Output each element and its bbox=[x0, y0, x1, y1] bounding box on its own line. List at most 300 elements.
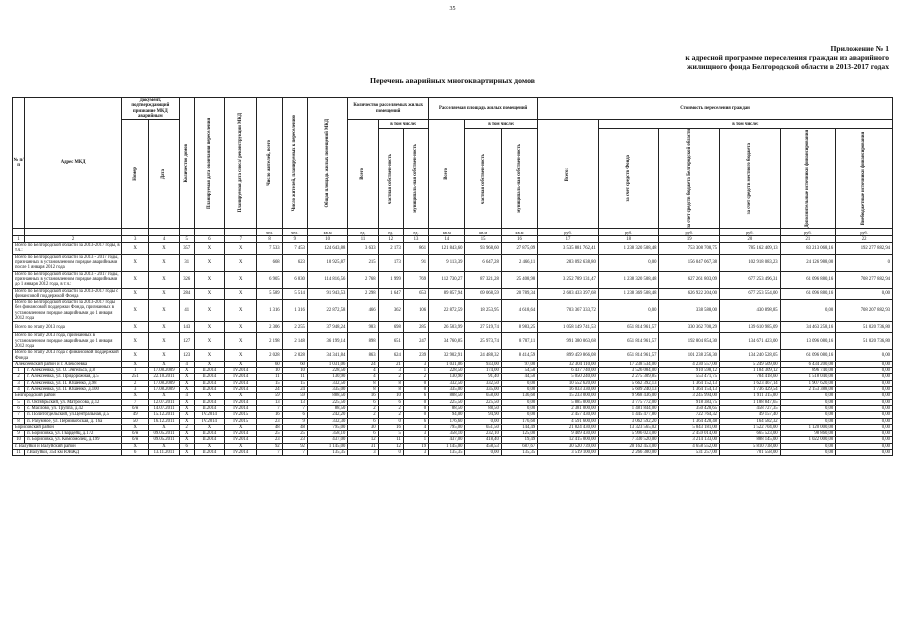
data-cell: 88,50 bbox=[307, 405, 347, 411]
data-cell: 0,00 bbox=[836, 449, 893, 455]
summary-cell: 0,00 bbox=[836, 288, 893, 300]
data-cell: 1 145,00 bbox=[429, 443, 465, 449]
data-cell: 164 582,32 bbox=[720, 418, 781, 424]
summary-cell: X bbox=[149, 350, 179, 362]
data-cell: 251 bbox=[122, 374, 149, 380]
data-cell: 23 bbox=[257, 437, 282, 443]
unit-cell: кв.м bbox=[465, 229, 501, 236]
data-cell: 2 275 309,85 bbox=[598, 374, 659, 380]
data-cell: 20 162 453,00 bbox=[598, 443, 659, 449]
data-cell: 6 434 200,00 bbox=[780, 361, 836, 367]
summary-cell: 861 bbox=[403, 243, 428, 255]
data-cell: 1 184 309,12 bbox=[720, 368, 781, 374]
col-houses-count-header: Количество домов bbox=[179, 98, 194, 229]
row-number: 4 bbox=[13, 387, 25, 393]
data-cell: 44,50 bbox=[501, 374, 537, 380]
data-cell: 651,50 bbox=[465, 424, 501, 430]
column-number-cell: 7 bbox=[225, 236, 257, 243]
data-cell: X bbox=[149, 393, 179, 399]
data-cell: 658,00 bbox=[465, 393, 501, 399]
data-cell: 92 bbox=[257, 443, 282, 449]
data-cell: 16.12.2011 bbox=[149, 418, 179, 424]
summary-cell: 703 367 333,72 bbox=[538, 300, 599, 322]
summary-cell: 121 843,60 bbox=[429, 243, 465, 255]
column-number-cell: 4 bbox=[149, 236, 179, 243]
data-cell: 8 bbox=[378, 387, 403, 393]
data-cell: 350 428,65 bbox=[659, 405, 720, 411]
house-address: г.Валуйки, 354 км ЮВЖД bbox=[25, 449, 122, 455]
data-cell: 6 bbox=[348, 418, 378, 424]
column-number-cell: 9 bbox=[282, 236, 307, 243]
summary-cell: 6 830 bbox=[282, 271, 307, 288]
data-cell: X bbox=[194, 361, 224, 367]
summary-cell: 769 bbox=[403, 271, 428, 288]
summary-cell: X bbox=[225, 300, 257, 322]
summary-cell: X bbox=[149, 271, 179, 288]
unit-cell: руб. bbox=[538, 229, 599, 236]
column-number-cell: 15 bbox=[465, 236, 501, 243]
data-cell: IV.2014 bbox=[225, 399, 257, 405]
unit-cell: кв.м bbox=[429, 229, 465, 236]
data-cell: 17.08.2009 bbox=[149, 368, 179, 374]
data-cell: 1 481 844,00 bbox=[598, 405, 659, 411]
summary-cell: 173 bbox=[378, 254, 403, 271]
data-cell: 5 bbox=[378, 431, 403, 437]
data-cell: X bbox=[179, 399, 194, 405]
house-row bbox=[13, 449, 893, 455]
summary-cell: 0,00 bbox=[598, 300, 659, 322]
summary-cell: 899 459 866,08 bbox=[538, 350, 599, 362]
summary-cell: X bbox=[194, 243, 224, 255]
data-cell: 0 bbox=[378, 449, 403, 455]
summary-cell: 2 298 bbox=[348, 288, 378, 300]
data-cell: 1 bbox=[403, 368, 428, 374]
data-cell: 0 bbox=[403, 405, 428, 411]
summary-cell: 24 126 988,00 bbox=[780, 254, 836, 271]
data-cell: 88,50 bbox=[429, 405, 465, 411]
data-cell: IV.2014 bbox=[225, 380, 257, 386]
summary-cell: 651 814 961,57 bbox=[598, 333, 659, 350]
summary-cell: 3 252 789 131,47 bbox=[538, 271, 599, 288]
data-cell: 0,00 bbox=[780, 449, 836, 455]
summary-cell: 357 bbox=[179, 243, 194, 255]
column-number-cell: 1 bbox=[13, 236, 25, 243]
data-cell: II.2014 bbox=[194, 437, 224, 443]
summary-cell: 5 514 bbox=[282, 288, 307, 300]
data-cell: 1 364 428,48 bbox=[659, 418, 720, 424]
summary-label: Всего по Белгородской области за 2013-2017 годы, в т.ч.: bbox=[13, 243, 122, 255]
data-cell: 2 459 014,00 bbox=[659, 431, 720, 437]
column-number-cell: 18 bbox=[598, 236, 659, 243]
data-cell: 16 bbox=[348, 393, 378, 399]
data-cell: 0 bbox=[378, 418, 403, 424]
data-cell: 10 bbox=[257, 368, 282, 374]
summary-cell: 89 857,94 bbox=[429, 288, 465, 300]
summary-row bbox=[13, 350, 893, 362]
data-cell: 13 bbox=[282, 399, 307, 405]
data-cell: 144,49 bbox=[501, 424, 537, 430]
column-number-cell: 21 bbox=[780, 236, 836, 243]
data-cell: 48 bbox=[257, 424, 282, 430]
unit-cell: ед. bbox=[348, 229, 378, 236]
data-cell: 418,40 bbox=[465, 437, 501, 443]
data-cell: IV.2014 bbox=[225, 405, 257, 411]
col-address-header: Адрес МКД bbox=[25, 98, 122, 229]
data-cell: 1 bbox=[403, 437, 428, 443]
data-cell: X bbox=[225, 393, 257, 399]
data-cell: 130,90 bbox=[307, 374, 347, 380]
summary-cell: 785 162 409,13 bbox=[720, 243, 781, 255]
summary-cell: X bbox=[122, 333, 149, 350]
unit-cell: чел. bbox=[257, 229, 282, 236]
data-cell: 5 609 240,13 bbox=[598, 387, 659, 393]
summary-cell: 2 028 bbox=[282, 350, 307, 362]
summary-cell: X bbox=[194, 271, 224, 288]
unit-cell: ед. bbox=[378, 229, 403, 236]
summary-cell: 708 207 882,93 bbox=[836, 300, 893, 322]
data-cell: 7 bbox=[257, 405, 282, 411]
data-cell: 0,00 bbox=[465, 449, 501, 455]
summary-cell: 20 789,34 bbox=[501, 288, 537, 300]
data-cell: 12 415 000,00 bbox=[538, 437, 599, 443]
data-cell: 21 bbox=[378, 361, 403, 367]
data-cell: 1 022 000,00 bbox=[780, 437, 836, 443]
appendix-line-3: жилищного фонда Белгородской области в 2013-2017 годах bbox=[687, 62, 889, 71]
document-title: Перечень аварийных многоквартирных домов bbox=[370, 76, 535, 85]
summary-cell: 2 466,11 bbox=[501, 254, 537, 271]
data-cell: 0,00 bbox=[780, 412, 836, 418]
data-cell: 225,50 bbox=[465, 399, 501, 405]
col-cost-local-header: за счет средств местного бюджета bbox=[720, 129, 781, 229]
data-cell: 1 bbox=[122, 368, 149, 374]
data-cell: X bbox=[122, 393, 149, 399]
data-cell: 2 bbox=[378, 412, 403, 418]
data-cell: б/н bbox=[122, 437, 149, 443]
data-cell: 3 519 100,00 bbox=[538, 449, 599, 455]
data-cell: 437,00 bbox=[429, 437, 465, 443]
summary-cell: 8 787,11 bbox=[501, 333, 537, 350]
summary-cell: 698 bbox=[378, 322, 403, 333]
summary-cell: 112 730,27 bbox=[429, 271, 465, 288]
data-cell: 458,53 bbox=[465, 443, 501, 449]
data-cell: 59 bbox=[282, 393, 307, 399]
summary-cell: 6 905 bbox=[257, 271, 282, 288]
data-cell: 0,00 bbox=[501, 405, 537, 411]
data-cell: 0 bbox=[403, 380, 428, 386]
data-cell: 7 bbox=[122, 399, 149, 405]
data-cell: X bbox=[149, 424, 179, 430]
data-cell: IV.2014 bbox=[225, 437, 257, 443]
summary-cell: 627 261 803,09 bbox=[659, 271, 720, 288]
summary-cell: 134 671 423,00 bbox=[720, 333, 781, 350]
data-cell: 2 153 388,00 bbox=[780, 387, 836, 393]
col-planned-demolish-header: Планируемая дата сноса/ реконструкции МКД bbox=[225, 98, 257, 229]
column-number-cell: 13 bbox=[403, 236, 428, 243]
unit-cell bbox=[194, 229, 224, 236]
summary-cell: 51 020 736,80 bbox=[836, 322, 893, 333]
data-cell: 0,00 bbox=[780, 443, 836, 449]
data-cell: 0,00 bbox=[836, 418, 893, 424]
summary-cell: X bbox=[194, 300, 224, 322]
column-number-cell: 3 bbox=[122, 236, 149, 243]
col-doc-num-header: Номер bbox=[122, 120, 149, 229]
data-cell: 0,00 bbox=[780, 399, 836, 405]
col-premises-incl-header: в том числе: bbox=[378, 120, 429, 129]
col-total-area-header: Общая площадь жилых помещений МКД bbox=[307, 98, 347, 229]
data-cell: 6 bbox=[378, 399, 403, 405]
summary-cell: X bbox=[194, 333, 224, 350]
data-cell: 458 727,35 bbox=[720, 405, 781, 411]
col-residents-move-header: Число жителей, планируемых к переселению bbox=[282, 98, 307, 229]
data-cell: 2 266 300,00 bbox=[598, 449, 659, 455]
data-cell: 10 bbox=[378, 393, 403, 399]
data-cell: 4 bbox=[403, 424, 428, 430]
district-label: Алексеевский район и г. Алексеевка bbox=[13, 361, 122, 367]
data-cell: 6 bbox=[282, 412, 307, 418]
summary-cell: 2 603 433 397,68 bbox=[538, 288, 599, 300]
col-premises-municipal-header: муниципаль-ная собствен-ность bbox=[403, 129, 428, 229]
data-cell: II.2014 bbox=[194, 405, 224, 411]
summary-cell: 0,00 bbox=[598, 254, 659, 271]
data-cell: 888 145,00 bbox=[720, 437, 781, 443]
data-cell: 8 bbox=[348, 387, 378, 393]
data-cell: 1 736 429,54 bbox=[720, 387, 781, 393]
summary-row bbox=[13, 271, 893, 288]
summary-cell: 34 341,84 bbox=[307, 350, 347, 362]
row-number: 3 bbox=[13, 380, 25, 386]
data-cell: 6 bbox=[179, 443, 194, 449]
summary-cell: 2 768 bbox=[348, 271, 378, 288]
district-label: Борисовский район bbox=[13, 424, 122, 430]
data-cell: 5 810 738,00 bbox=[720, 443, 781, 449]
data-cell: 5 885 000,00 bbox=[538, 399, 599, 405]
data-cell: 12 bbox=[348, 437, 378, 443]
data-cell: 665 523,00 bbox=[720, 431, 781, 437]
col-area-header: Расселяемая площадь жилых помещений bbox=[429, 98, 538, 120]
summary-cell: 8 983,25 bbox=[501, 322, 537, 333]
data-cell: 2 bbox=[378, 374, 403, 380]
row-number: 8 bbox=[13, 418, 25, 424]
summary-cell: 93 968,60 bbox=[465, 243, 501, 255]
summary-cell: 123 bbox=[179, 350, 194, 362]
data-cell: X bbox=[149, 443, 179, 449]
summary-cell: 102 918 083,23 bbox=[720, 254, 781, 271]
data-cell: IV.2014 bbox=[225, 431, 257, 437]
data-cell: 4 bbox=[179, 361, 194, 367]
summary-label: Всего по Белгородской области за 2013-2017 годы без финансовой поддержки Фонда, признанных в установленном порядке аварийными до 1 января 2012 года bbox=[13, 300, 122, 322]
data-cell: 49 157,40 bbox=[720, 412, 781, 418]
data-cell: II.2014 bbox=[194, 368, 224, 374]
data-cell: X bbox=[194, 424, 224, 430]
data-cell: 4 bbox=[348, 374, 378, 380]
data-cell: 14.07.2011 bbox=[149, 405, 179, 411]
data-cell: IV.2014 bbox=[225, 387, 257, 393]
summary-cell: 2 148 bbox=[282, 333, 307, 350]
summary-cell: 0,00 bbox=[780, 300, 836, 322]
summary-cell: 31 bbox=[179, 254, 194, 271]
summary-cell: 22 872,59 bbox=[429, 300, 465, 322]
summary-cell: 430 898,85 bbox=[720, 300, 781, 322]
unit-cell bbox=[225, 229, 257, 236]
data-cell: 358,10 bbox=[307, 431, 347, 437]
data-cell: X bbox=[179, 405, 194, 411]
data-cell: 17.08.2009 bbox=[149, 380, 179, 386]
data-cell: 0,00 bbox=[836, 399, 893, 405]
data-cell: 16 033 330,00 bbox=[538, 387, 599, 393]
data-cell: 0,00 bbox=[501, 387, 537, 393]
col-doc-header: Документ, подтверждающий признание МКД аварийным bbox=[122, 98, 180, 120]
column-number-cell: 20 bbox=[720, 236, 781, 243]
unit-cell: руб. bbox=[720, 229, 781, 236]
data-cell: 910 598,12 bbox=[659, 368, 720, 374]
data-cell: 3 bbox=[122, 387, 149, 393]
summary-cell: 51 020 736,80 bbox=[836, 333, 893, 350]
data-cell: 2 bbox=[179, 424, 194, 430]
col-cost-fund-header: за счет средств Фонда bbox=[598, 129, 659, 229]
data-cell: 3 214 133,00 bbox=[659, 437, 720, 443]
col-area-incl-header: в том числе: bbox=[465, 120, 538, 129]
unit-cell: ед. bbox=[403, 229, 428, 236]
summary-cell: X bbox=[225, 322, 257, 333]
summary-cell: 753 308 708,75 bbox=[659, 243, 720, 255]
summary-cell: 61 096 880,16 bbox=[780, 288, 836, 300]
col-planned-end-header: Планируемая дата окончания переселения bbox=[194, 98, 224, 229]
data-cell: 0,00 bbox=[836, 387, 893, 393]
row-number: 11 bbox=[13, 449, 25, 455]
data-cell: X bbox=[225, 443, 257, 449]
data-cell: 2 bbox=[378, 405, 403, 411]
house-address: п. Борисовка, ул. Гвардейц, д.172 bbox=[25, 431, 122, 437]
summary-cell: 7 453 bbox=[282, 243, 307, 255]
summary-cell: 1 238 320 508,48 bbox=[598, 271, 659, 288]
data-cell: 5 050 240,00 bbox=[538, 374, 599, 380]
data-cell: X bbox=[194, 393, 224, 399]
data-cell: 60 bbox=[282, 361, 307, 367]
data-cell: 335,00 bbox=[429, 387, 465, 393]
col-cost-extra-header: Дополнительные источники финансирования bbox=[780, 129, 836, 229]
column-number-cell: 14 bbox=[429, 236, 465, 243]
data-cell: 2 bbox=[348, 405, 378, 411]
data-cell: 125,00 bbox=[501, 431, 537, 437]
data-cell: X bbox=[179, 387, 194, 393]
data-cell: 1 031,06 bbox=[307, 361, 347, 367]
data-cell: 232,10 bbox=[465, 431, 501, 437]
summary-cell: 326 bbox=[179, 271, 194, 288]
summary-label: Всего по этапу 2013 года bbox=[13, 322, 122, 333]
data-cell: 5 996 023,00 bbox=[598, 431, 659, 437]
data-cell: 0 bbox=[403, 412, 428, 418]
summary-cell: X bbox=[194, 322, 224, 333]
col-premises-total-header: Всего bbox=[348, 120, 378, 229]
data-cell: IV.2015 bbox=[225, 418, 257, 424]
unit-cell bbox=[122, 229, 149, 236]
data-cell: 22.10.2011 bbox=[149, 374, 179, 380]
data-cell: II.2014 bbox=[194, 387, 224, 393]
summary-cell: X bbox=[149, 243, 179, 255]
data-cell: 795,00 bbox=[429, 424, 465, 430]
data-cell: IV.2014 bbox=[194, 418, 224, 424]
data-cell: 1 518 040,00 bbox=[780, 374, 836, 380]
unit-cell: руб. bbox=[780, 229, 836, 236]
summary-cell: 192 277 882,94 bbox=[836, 243, 893, 255]
col-residents-header: Число жителей, всего bbox=[257, 98, 282, 229]
row-number: 5 bbox=[13, 399, 25, 405]
summary-cell: X bbox=[225, 243, 257, 255]
data-cell: 30 bbox=[348, 424, 378, 430]
summary-cell: 101 238 256,30 bbox=[659, 350, 720, 362]
data-cell: X bbox=[122, 443, 149, 449]
unit-cell: кв.м bbox=[501, 229, 537, 236]
data-cell: 17 238 534,00 bbox=[598, 361, 659, 367]
col-area-municipal-header: муниципаль-ная собствен-ность bbox=[501, 129, 537, 229]
data-cell: 0 bbox=[403, 387, 428, 393]
data-cell: 13 323 565,02 bbox=[598, 424, 659, 430]
unit-cell bbox=[25, 229, 122, 236]
summary-cell: 114 816,56 bbox=[307, 271, 347, 288]
data-cell: 91,40 bbox=[465, 374, 501, 380]
col-num-header: № п/п bbox=[13, 98, 25, 229]
summary-cell: 143 bbox=[179, 322, 194, 333]
data-cell: 176,60 bbox=[501, 418, 537, 424]
summary-cell: 991 380 063,68 bbox=[538, 333, 599, 350]
data-cell: 704 418,60 bbox=[720, 374, 781, 380]
summary-cell: X bbox=[149, 254, 179, 271]
summary-cell: 651 814 961,57 bbox=[598, 322, 659, 333]
summary-cell: 3 633 bbox=[348, 243, 378, 255]
data-cell: 19 bbox=[403, 443, 428, 449]
data-cell: 5 662 392,13 bbox=[598, 380, 659, 386]
summary-cell: 2 255 bbox=[282, 322, 307, 333]
data-cell: 3 bbox=[403, 361, 428, 367]
data-cell: 135,35 bbox=[429, 449, 465, 455]
data-cell: 16 bbox=[257, 412, 282, 418]
data-cell: 98 860,00 bbox=[780, 431, 836, 437]
summary-cell: 2 173 bbox=[378, 243, 403, 255]
data-cell: 7 bbox=[257, 449, 282, 455]
summary-cell: 1 238 369 508,48 bbox=[598, 288, 659, 300]
data-cell: 8 bbox=[348, 380, 378, 386]
summary-cell: 1 999 bbox=[378, 271, 403, 288]
summary-cell: 2 028 bbox=[257, 350, 282, 362]
data-cell: 130,90 bbox=[429, 374, 465, 380]
data-cell: 3 bbox=[348, 449, 378, 455]
data-cell: 228,50 bbox=[429, 368, 465, 374]
data-cell: 722 764,32 bbox=[659, 412, 720, 418]
summary-cell: 8 414,59 bbox=[501, 350, 537, 362]
data-cell: 10 bbox=[282, 368, 307, 374]
data-cell: 1 031,06 bbox=[429, 361, 465, 367]
data-cell: 11 bbox=[257, 374, 282, 380]
data-cell: 9 409 430,00 bbox=[538, 431, 599, 437]
data-cell: 135,35 bbox=[307, 449, 347, 455]
data-cell: 3 245 994,00 bbox=[659, 393, 720, 399]
house-address: с. Маслово, ул. Труппа, д.42 bbox=[25, 405, 122, 411]
data-cell: 24 bbox=[348, 361, 378, 367]
data-cell: II.2014 bbox=[194, 431, 224, 437]
summary-cell: 677 253 554,00 bbox=[720, 288, 781, 300]
data-cell: 88,50 bbox=[465, 405, 501, 411]
summary-cell: 34 463 258,16 bbox=[780, 322, 836, 333]
data-cell: 687,67 bbox=[501, 443, 537, 449]
summary-cell: 1 316 bbox=[257, 300, 282, 322]
data-cell: X bbox=[122, 361, 149, 367]
summary-label: Всего по Белгородской области за 2013 - 2017 годы, признанных в установленном порядке аварийными после 1 января 2012 года bbox=[13, 254, 122, 271]
summary-cell: 6 647,28 bbox=[465, 254, 501, 271]
data-cell: 225,50 bbox=[429, 399, 465, 405]
data-cell: 0,00 bbox=[501, 412, 537, 418]
data-cell: 92 bbox=[282, 443, 307, 449]
data-cell: 4 bbox=[179, 393, 194, 399]
